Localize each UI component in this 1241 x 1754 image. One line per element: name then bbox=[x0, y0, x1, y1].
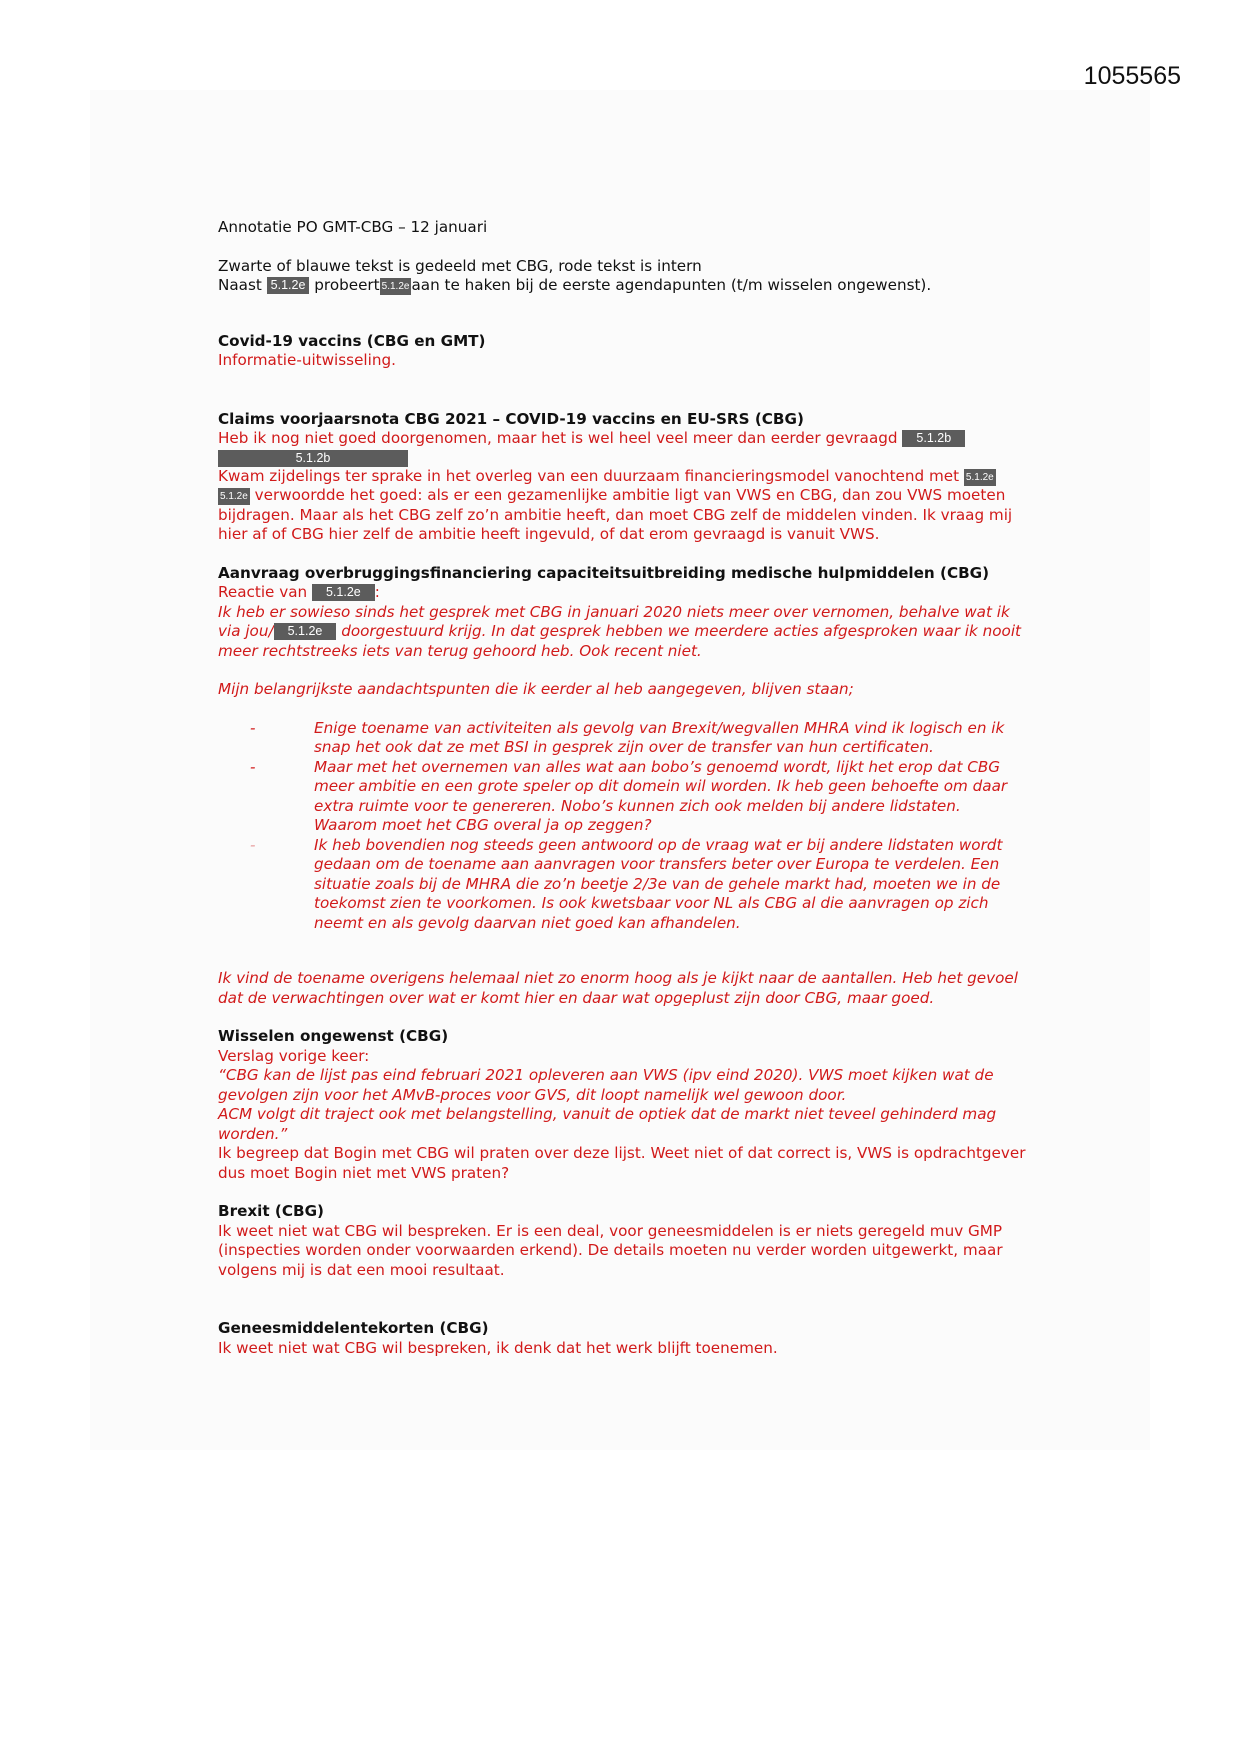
redaction-box: 5.1.2e bbox=[964, 469, 996, 486]
redaction-box: 5.1.2e bbox=[312, 584, 375, 601]
intro-text-c: aan te haken bij de eerste agendapunten (t/m wisselen ongewenst). bbox=[411, 276, 932, 294]
claims-line-1 bbox=[218, 429, 1028, 467]
wisselen-text: Ik begreep dat Bogin met CBG wil praten over deze lijst. Weet niet of dat correct is, VWS is opdrachtgever dus moet Bogin niet met VWS praten? bbox=[218, 1144, 1026, 1182]
aanvraag-paragraph-2: Mijn belangrijkste aandachtspunten die ik eerder al heb aangegeven, blijven staan; bbox=[218, 680, 854, 698]
reactie-colon: : bbox=[374, 583, 380, 601]
redaction-box: 5.1.2e bbox=[267, 277, 310, 294]
covid-section bbox=[218, 332, 1028, 371]
aanvraag-paragraph-3: Ik vind de toename overigens helemaal niet zo enorm hoog als je kijkt naar de aantallen. Heb het gevoel dat de verwachtingen over wat er komt hier en daar wat opgeplust zijn door CBG, maar goed. bbox=[218, 969, 1018, 1007]
aandachtspunten-list bbox=[218, 719, 1028, 934]
tekorten-text: Ik weet niet wat CBG wil bespreken, ik denk dat het werk blijft toenemen. bbox=[218, 1338, 778, 1357]
intro-text-b: probeert bbox=[314, 276, 380, 294]
redaction-box: 5.1.2e bbox=[218, 488, 250, 505]
claims-heading: Claims voorjaarsnota CBG 2021 – COVID-19 vaccins en EU-SRS (CBG) bbox=[218, 409, 804, 428]
reactie-line bbox=[218, 583, 1028, 603]
document-body bbox=[218, 218, 1028, 1358]
document-title: Annotatie PO GMT-CBG – 12 januari bbox=[218, 218, 488, 236]
claims-line-1-text: Heb ik nog niet goed doorgenomen, maar het is wel heel veel meer dan eerder gevraagd bbox=[218, 429, 898, 447]
wisselen-quote-2: ACM volgt dit traject ook met belangstelling, vanuit de optiek dat de markt niet teveel gehinderd mag worden.” bbox=[218, 1105, 997, 1143]
intro-section bbox=[218, 257, 1028, 296]
list-item bbox=[218, 719, 1028, 758]
wisselen-verslag: Verslag vorige keer: bbox=[218, 1046, 370, 1065]
claims-section bbox=[218, 410, 1028, 545]
intro-line-2 bbox=[218, 276, 1028, 296]
aanvraag-heading: Aanvraag overbruggingsfinanciering capaciteitsuitbreiding medische hulpmiddelen (CBG) bbox=[218, 563, 990, 582]
intro-text-a: Naast bbox=[218, 276, 262, 294]
brexit-section bbox=[218, 1202, 1028, 1280]
list-item-text: Maar met het overnemen van alles wat aan bobo’s genoemd wordt, lijkt het erop dat CBG meer ambitie en een grote speler op dit domein wil worden. Ik heb geen behoefte om daar extra ruimte voor te genereren. Nobo’s kunnen zich ook melden bij andere lidstaten. Waarom moet het CBG overal ja op zeggen? bbox=[314, 757, 1008, 834]
bullet-dash: - bbox=[250, 718, 256, 737]
covid-heading: Covid-19 vaccins (CBG en GMT) bbox=[218, 331, 486, 350]
claims-para-a: Kwam zijdelings ter sprake in het overleg van een duurzaam financieringsmodel vanochtend met bbox=[218, 466, 960, 485]
intro-line-1: Zwarte of blauwe tekst is gedeeld met CBG, rode tekst is intern bbox=[218, 256, 702, 275]
reactie-text: Reactie van bbox=[218, 583, 308, 601]
list-item-text: Enige toename van activiteiten als gevolg van Brexit/wegvallen MHRA vind ik logisch en ik snap het ook dat ze met BSI in gesprek zijn over de transfer van hun certificaten. bbox=[314, 718, 1005, 756]
wisselen-heading: Wisselen ongewenst (CBG) bbox=[218, 1027, 449, 1045]
bullet-dash: - bbox=[250, 835, 256, 854]
aanvraag-paragraph-1 bbox=[218, 603, 1028, 662]
list-item bbox=[218, 836, 1028, 934]
list-item bbox=[218, 758, 1028, 836]
redaction-box: 5.1.2b bbox=[218, 450, 408, 467]
tekorten-section bbox=[218, 1319, 1028, 1358]
aanvraag-p1-a: Ik heb er sowieso sinds het gesprek met CBG in januari 2020 niets meer over vernomen, behalve wat ik via jou/ bbox=[218, 602, 1010, 640]
aanvraag-section bbox=[218, 564, 1028, 1009]
document-number: 1055565 bbox=[1083, 62, 1181, 90]
covid-text: Informatie-uitwisseling. bbox=[218, 351, 396, 369]
bullet-dash: - bbox=[250, 757, 256, 776]
redaction-box: 5.1.2e bbox=[274, 623, 337, 640]
claims-paragraph bbox=[218, 467, 1028, 545]
brexit-text: Ik weet niet wat CBG wil bespreken. Er is een deal, voor geneesmiddelen is er niets geregeld muv GMP (inspecties worden onder voorwaarden erkend). De details moeten nu verder worden uitgewerkt, maar volgens mij is dat een mooi resultaat. bbox=[218, 1221, 1003, 1279]
claims-para-b: verwoordde het goed: als er een gezamenlijke ambitie ligt van VWS en CBG, dan zou VWS moeten bijdragen. Maar als het CBG zelf zo’n ambitie heeft, dan moet CBG zelf de middelen vinden. Ik vraag mij hier af of CBG hier zelf de ambitie heeft ingevuld, of dat erom gevraagd is vanuit VWS. bbox=[218, 486, 1013, 543]
tekorten-heading: Geneesmiddelentekorten (CBG) bbox=[218, 1319, 489, 1337]
brexit-heading: Brexit (CBG) bbox=[218, 1202, 324, 1220]
wisselen-quote-1: “CBG kan de lijst pas eind februari 2021 opleveren aan VWS (ipv eind 2020). VWS moet kijken wat de gevolgen zijn voor het AMvB-proces voor GVS, dit loopt namelijk wel gewoon door. bbox=[218, 1066, 994, 1104]
aanvraag-p1-b: doorgestuurd krijg. In dat gesprek hebben we meerdere acties afgesproken waar ik nooit meer rechtstreeks iets van terug gehoord heb. Ook recent niet. bbox=[218, 622, 1022, 660]
redaction-box: 5.1.2e bbox=[380, 278, 412, 295]
wisselen-section bbox=[218, 1027, 1028, 1183]
redaction-box: 5.1.2b bbox=[902, 430, 965, 447]
list-item-text: Ik heb bovendien nog steeds geen antwoord op de vraag wat er bij andere lidstaten wordt gedaan om de toename aan aanvragen voor transfers beter over Europa te verdelen. Een situatie zoals bij de MHRA die zo’n beetje 2/3e van de gehele markt had, moeten we in de toekomst zien te voorkomen. Is ook kwetsbaar voor NL als CBG al die aanvragen op zich neemt en als gevolg daarvan niet goed kan afhandelen. bbox=[314, 835, 1003, 932]
